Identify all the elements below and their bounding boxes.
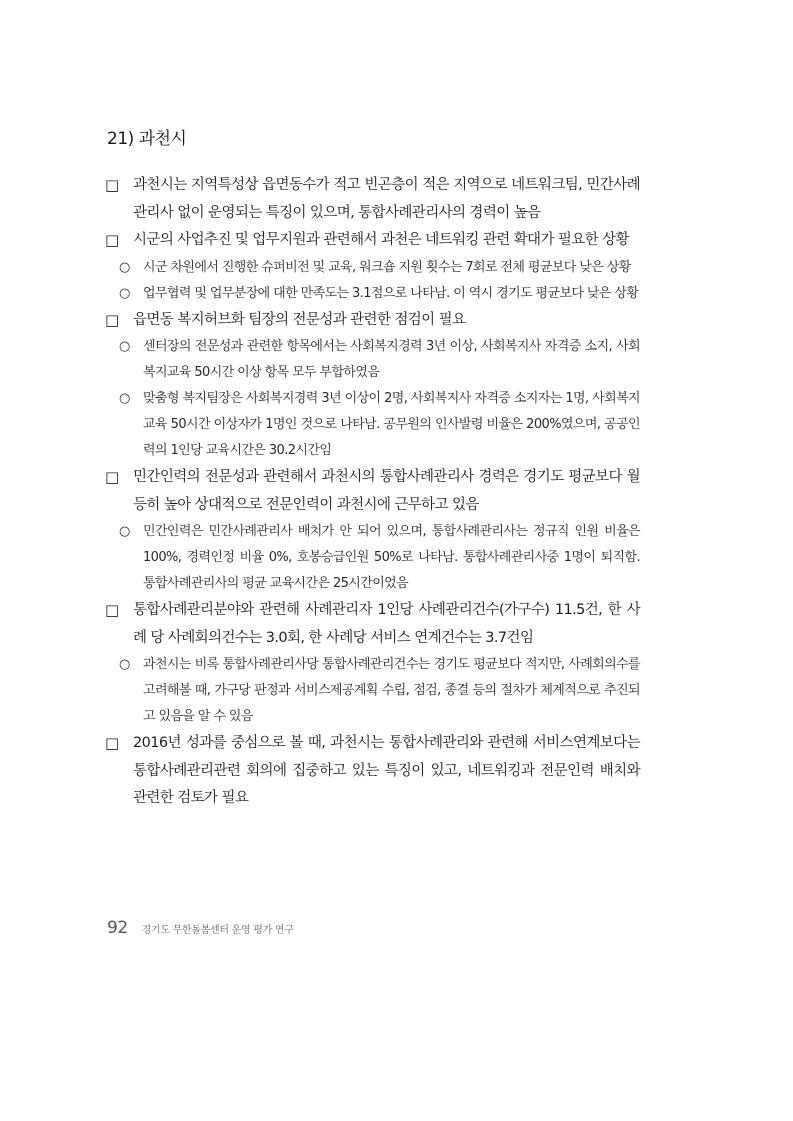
sub-bullet-text: 시군 차원에서 진행한 슈퍼비전 및 교육, 워크숍 지원 횟수는 7회로 전체 평균보다 낮은 상황 xyxy=(143,259,631,275)
square-bullet-icon: □ xyxy=(105,176,119,194)
sub-bullet-item xyxy=(119,255,640,281)
circle-bullet-icon: ○ xyxy=(119,339,130,354)
circle-bullet-icon: ○ xyxy=(119,285,130,301)
square-bullet-icon: □ xyxy=(105,601,119,619)
bullet-text: 2016년 성과를 중심으로 볼 때, 과천시는 통합사례관리와 관련해 서비스연계보다는 통합사례관리관련 회의에 집중하고 있는 특징이 있고, 네트워킹과 전문인력 배치와 관련한 검토가 필요 xyxy=(133,735,640,806)
bullet-item xyxy=(105,307,640,335)
bullet-text: 통합사례관리분야와 관련해 사례관리자 1인당 사례관리건수(가구수) 11.5건, 한 사례 당 사례회의건수는 3.0회, 한 사례당 서비스 연계건수는 3.7건임 xyxy=(133,602,640,646)
sub-bullet-text: 업무협력 및 업무분장에 대한 만족도는 3.1점으로 나타남. 이 역시 경기도 평균보다 낮은 상황 xyxy=(143,285,639,301)
sub-bullet-text: 과천시는 비록 통합사례관리사당 통합사례관리건수는 경기도 평균보다 적지만, 사례회의수를 고려해볼 때, 가구당 판정과 서비스제공계획 수립, 점검, 종결 등의 절차가 체계적으로 추진되고 있음을 알 수 있음 xyxy=(143,657,640,724)
section-heading: 21) 과천시 xyxy=(107,129,187,149)
sub-bullet-text: 맞춤형 복지팀장은 사회복지경력 3년 이상이 2명, 사회복지사 자격증 소지자는 1명, 사회복지교육 50시간 이상자가 1명인 것으로 나타남. 공무원의 인사발령 비율은 200%였으며, 공공인력의 1인당 교육시간은 30.2시간임 xyxy=(143,391,640,458)
bullet-text: 시군의 사업추진 및 업무지원과 관련해서 과천은 네트워킹 관련 확대가 필요한 상황 xyxy=(133,232,629,248)
bullet-item xyxy=(105,597,640,652)
sub-bullet-item xyxy=(119,334,640,386)
bullet-item xyxy=(105,172,640,227)
page-footer xyxy=(107,918,294,938)
bullet-item xyxy=(105,227,640,255)
sub-bullet-item xyxy=(119,519,640,597)
square-bullet-icon: □ xyxy=(105,734,119,752)
circle-bullet-icon: ○ xyxy=(119,657,130,672)
sub-bullet-text: 민간인력은 민간사례관리사 배치가 안 되어 있으며, 통합사례관리사는 정규직 인원 비율은 100%, 경력인정 비율 0%, 호봉승급인원 50%로 나타남. 통합사례관리사중 1명이 퇴직함. 통합사례관리사의 평균 교육시간은 25시간이었음 xyxy=(143,524,640,591)
body-content xyxy=(105,172,640,813)
bullet-text: 읍면동 복지허브화 팀장의 전문성과 관련한 점검이 필요 xyxy=(133,311,466,328)
circle-bullet-icon: ○ xyxy=(119,391,130,406)
sub-bullet-item xyxy=(119,281,640,307)
circle-bullet-icon: ○ xyxy=(119,259,130,275)
square-bullet-icon: □ xyxy=(105,310,119,329)
bullet-text: 과천시는 지역특성상 읍면동수가 적고 빈곤층이 적은 지역으로 네트워크팀, 민간사례관리사 없이 운영되는 특징이 있으며, 통합사례관리사의 경력이 높음 xyxy=(133,177,640,221)
publication-title: 경기도 무한돌봄센터 운영 평가 연구 xyxy=(141,925,294,936)
bullet-text: 민간인력의 전문성과 관련해서 과천시의 통합사례관리사 경력은 경기도 평균보다 월등히 높아 상대적으로 전문인력이 과천시에 근무하고 있음 xyxy=(133,469,640,513)
page-number: 92 xyxy=(107,918,128,938)
bullet-item xyxy=(105,730,640,813)
square-bullet-icon: □ xyxy=(105,231,119,249)
circle-bullet-icon: ○ xyxy=(119,524,130,539)
sub-bullet-item xyxy=(119,652,640,730)
bullet-item xyxy=(105,464,640,519)
sub-bullet-item xyxy=(119,386,640,464)
square-bullet-icon: □ xyxy=(105,468,119,486)
sub-bullet-text: 센터장의 전문성과 관련한 항목에서는 사회복지경력 3년 이상, 사회복지사 자격증 소지, 사회복지교육 50시간 이상 항목 모두 부합하였음 xyxy=(143,339,640,380)
